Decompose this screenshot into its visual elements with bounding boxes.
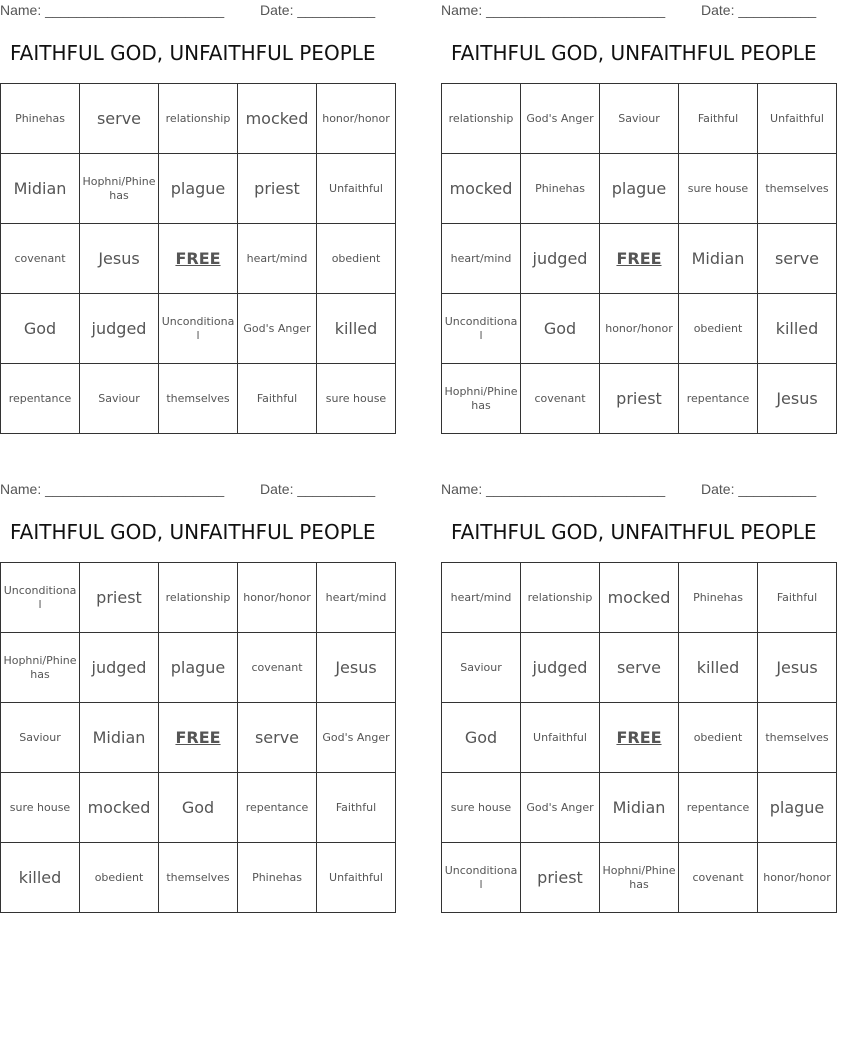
bingo-grid <box>0 83 396 434</box>
grid-row <box>442 773 837 843</box>
bingo-cell[interactable]: obedient <box>679 703 758 773</box>
bingo-cell[interactable]: relationship <box>521 563 600 633</box>
grid-row <box>1 843 396 913</box>
bingo-cell[interactable]: God <box>442 703 521 773</box>
bingo-cell[interactable]: Unconditional <box>442 843 521 913</box>
name-date-row <box>0 479 375 499</box>
bingo-cell[interactable]: Hophni/Phinehas <box>80 154 159 224</box>
bingo-cell[interactable]: repentance <box>1 364 80 434</box>
bingo-cell[interactable]: plague <box>600 154 679 224</box>
bingo-cell[interactable]: Saviour <box>600 84 679 154</box>
bingo-cell[interactable]: Unconditional <box>159 294 238 364</box>
date-line[interactable]: Date: __________ <box>701 481 817 497</box>
date-line[interactable]: Date: __________ <box>260 481 376 497</box>
bingo-cell[interactable]: Jesus <box>758 633 837 703</box>
bingo-cell[interactable]: Saviour <box>442 633 521 703</box>
bingo-cell[interactable]: priest <box>238 154 317 224</box>
bingo-cell[interactable]: mocked <box>600 563 679 633</box>
bingo-cell[interactable]: Jesus <box>80 224 159 294</box>
bingo-cell[interactable]: judged <box>80 633 159 703</box>
grid-row <box>1 224 396 294</box>
free-space-cell[interactable]: FREE <box>159 224 238 294</box>
bingo-cell[interactable]: heart/mind <box>238 224 317 294</box>
bingo-cell[interactable]: themselves <box>758 703 837 773</box>
bingo-grid <box>441 83 837 434</box>
bingo-cell[interactable]: sure house <box>679 154 758 224</box>
bingo-cell[interactable]: serve <box>80 84 159 154</box>
grid-row <box>442 563 837 633</box>
bingo-cell[interactable]: mocked <box>80 773 159 843</box>
bingo-cell[interactable]: covenant <box>521 364 600 434</box>
bingo-cell[interactable]: Unfaithful <box>317 843 396 913</box>
name-date-row <box>441 479 816 499</box>
bingo-cell[interactable]: obedient <box>679 294 758 364</box>
bingo-cell[interactable]: relationship <box>442 84 521 154</box>
grid-row <box>1 154 396 224</box>
bingo-cell[interactable]: obedient <box>317 224 396 294</box>
bingo-cell[interactable]: judged <box>80 294 159 364</box>
grid-row <box>1 294 396 364</box>
name-line[interactable]: Name: _______________________ <box>0 2 225 18</box>
bingo-cell[interactable]: honor/honor <box>758 843 837 913</box>
card-title: FAITHFUL GOD, UNFAITHFUL PEOPLE <box>451 520 817 544</box>
bingo-cell[interactable]: mocked <box>442 154 521 224</box>
bingo-cell[interactable]: Hophni/Phinehas <box>442 364 521 434</box>
bingo-cell[interactable]: Unfaithful <box>521 703 600 773</box>
bingo-cell[interactable]: God <box>1 294 80 364</box>
bingo-cell[interactable]: plague <box>159 154 238 224</box>
grid-row <box>1 633 396 703</box>
bingo-cell[interactable]: plague <box>758 773 837 843</box>
bingo-cell[interactable]: Unfaithful <box>317 154 396 224</box>
name-date-row <box>441 0 816 20</box>
bingo-cell[interactable]: mocked <box>238 84 317 154</box>
grid-row <box>442 843 837 913</box>
bingo-cell[interactable]: heart/mind <box>442 224 521 294</box>
grid-row <box>1 773 396 843</box>
bingo-cell[interactable]: God's Anger <box>521 773 600 843</box>
name-date-row <box>0 0 375 20</box>
bingo-cell[interactable]: serve <box>600 633 679 703</box>
bingo-cell[interactable]: Unconditional <box>1 563 80 633</box>
free-space-cell[interactable]: FREE <box>600 224 679 294</box>
grid-row <box>1 84 396 154</box>
bingo-cell[interactable]: Saviour <box>1 703 80 773</box>
grid-row <box>442 703 837 773</box>
bingo-cell[interactable]: Faithful <box>679 84 758 154</box>
bingo-cell[interactable]: Saviour <box>80 364 159 434</box>
bingo-cell[interactable]: Phinehas <box>679 563 758 633</box>
bingo-cell[interactable]: heart/mind <box>317 563 396 633</box>
card-title: FAITHFUL GOD, UNFAITHFUL PEOPLE <box>10 41 376 65</box>
bingo-cell[interactable]: God <box>159 773 238 843</box>
grid-row <box>442 294 837 364</box>
bingo-cell[interactable]: Phinehas <box>238 843 317 913</box>
bingo-cell[interactable]: Faithful <box>238 364 317 434</box>
card-title: FAITHFUL GOD, UNFAITHFUL PEOPLE <box>10 520 376 544</box>
bingo-grid <box>441 562 837 913</box>
bingo-cell[interactable]: serve <box>758 224 837 294</box>
bingo-cell[interactable]: relationship <box>159 563 238 633</box>
grid-row <box>1 703 396 773</box>
bingo-cell[interactable]: honor/honor <box>238 563 317 633</box>
bingo-cell[interactable]: plague <box>159 633 238 703</box>
bingo-cell[interactable]: Jesus <box>758 364 837 434</box>
bingo-cell[interactable]: God's Anger <box>521 84 600 154</box>
date-line[interactable]: Date: __________ <box>260 2 376 18</box>
bingo-cell[interactable]: Midian <box>679 224 758 294</box>
bingo-cell[interactable]: judged <box>521 224 600 294</box>
bingo-cell[interactable]: honor/honor <box>317 84 396 154</box>
bingo-cell[interactable]: priest <box>600 364 679 434</box>
bingo-cell[interactable]: priest <box>80 563 159 633</box>
bingo-cell[interactable]: priest <box>521 843 600 913</box>
bingo-cell[interactable]: repentance <box>679 364 758 434</box>
bingo-cell[interactable]: God's Anger <box>238 294 317 364</box>
bingo-cell[interactable]: killed <box>758 294 837 364</box>
bingo-cell[interactable]: repentance <box>679 773 758 843</box>
bingo-cell[interactable]: obedient <box>80 843 159 913</box>
bingo-cell[interactable]: Midian <box>80 703 159 773</box>
bingo-grid <box>0 562 396 913</box>
bingo-cell[interactable]: relationship <box>159 84 238 154</box>
bingo-cell[interactable]: Unfaithful <box>758 84 837 154</box>
bingo-cell[interactable]: honor/honor <box>600 294 679 364</box>
bingo-cell[interactable]: Midian <box>1 154 80 224</box>
bingo-cell[interactable]: Phinehas <box>1 84 80 154</box>
bingo-cell[interactable]: killed <box>317 294 396 364</box>
bingo-cell[interactable]: killed <box>1 843 80 913</box>
bingo-cell[interactable]: themselves <box>159 364 238 434</box>
bingo-cell[interactable]: themselves <box>159 843 238 913</box>
grid-row <box>442 84 837 154</box>
free-space-cell[interactable]: FREE <box>600 703 679 773</box>
grid-row <box>442 364 837 434</box>
bingo-cell[interactable]: sure house <box>1 773 80 843</box>
bingo-cell[interactable]: serve <box>238 703 317 773</box>
bingo-cell[interactable]: sure house <box>442 773 521 843</box>
grid-row <box>1 364 396 434</box>
bingo-cell[interactable]: covenant <box>679 843 758 913</box>
bingo-cell[interactable]: covenant <box>1 224 80 294</box>
bingo-cell[interactable]: themselves <box>758 154 837 224</box>
grid-row <box>442 224 837 294</box>
bingo-cell[interactable]: Phinehas <box>521 154 600 224</box>
bingo-cell[interactable]: God <box>521 294 600 364</box>
bingo-cell[interactable]: heart/mind <box>442 563 521 633</box>
bingo-cell[interactable]: Jesus <box>317 633 396 703</box>
bingo-cell[interactable]: repentance <box>238 773 317 843</box>
bingo-cell[interactable]: killed <box>679 633 758 703</box>
bingo-cell[interactable]: Hophni/Phinehas <box>600 843 679 913</box>
bingo-cell[interactable]: Faithful <box>317 773 396 843</box>
name-line[interactable]: Name: _______________________ <box>441 2 666 18</box>
grid-row <box>1 563 396 633</box>
bingo-cell[interactable]: sure house <box>317 364 396 434</box>
card-title: FAITHFUL GOD, UNFAITHFUL PEOPLE <box>451 41 817 65</box>
bingo-cell[interactable]: God's Anger <box>317 703 396 773</box>
name-line[interactable]: Name: _______________________ <box>441 481 666 497</box>
bingo-cell[interactable]: Hophni/Phinehas <box>1 633 80 703</box>
bingo-cell[interactable]: Midian <box>600 773 679 843</box>
grid-row <box>442 154 837 224</box>
bingo-cell[interactable]: judged <box>521 633 600 703</box>
bingo-cell[interactable]: covenant <box>238 633 317 703</box>
free-space-cell[interactable]: FREE <box>159 703 238 773</box>
bingo-cell[interactable]: Faithful <box>758 563 837 633</box>
bingo-cell[interactable]: Unconditional <box>442 294 521 364</box>
grid-row <box>442 633 837 703</box>
name-line[interactable]: Name: _______________________ <box>0 481 225 497</box>
date-line[interactable]: Date: __________ <box>701 2 817 18</box>
